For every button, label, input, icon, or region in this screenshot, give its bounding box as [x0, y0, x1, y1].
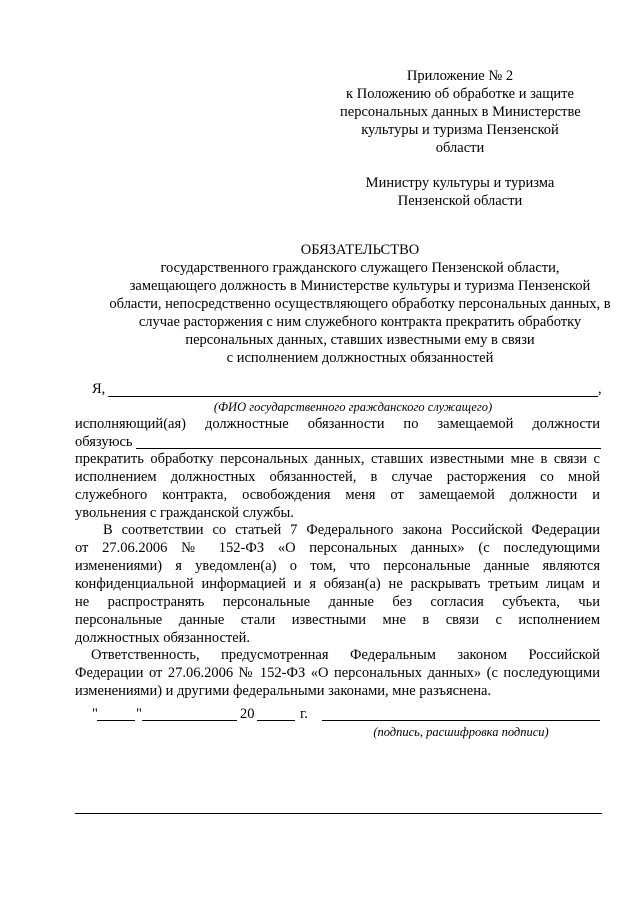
text-line: изменениями) и другими федеральными законами, мне разъяснена. — [75, 683, 492, 699]
subtitle-line: замещающего должность в Министерстве культуры и туризма Пензенской — [129, 278, 591, 294]
text-line: Ответственность, предусмотренная Федеральным законом Российской — [91, 647, 600, 663]
year-suffix: г. — [300, 706, 308, 722]
subtitle-line: случае расторжения с ним служебного контракта прекратить обработку — [138, 314, 582, 330]
fio-suffix: , — [598, 381, 602, 397]
day-field[interactable] — [97, 720, 135, 721]
fio-caption: (ФИО государственного гражданского служащего) — [213, 400, 493, 414]
document-title: ОБЯЗАТЕЛЬСТВО — [300, 242, 420, 258]
fio-prefix: Я, — [92, 381, 106, 397]
subtitle-line: области, непосредственно осуществляющего обработку персональных данных, в — [109, 296, 611, 312]
year-field[interactable] — [257, 720, 295, 721]
bottom-divider — [75, 813, 602, 814]
month-field[interactable] — [142, 720, 237, 721]
text-line: прекратить обработку персональных данных, ставших известными мне в связи с — [75, 451, 600, 467]
text-line: В соответствии со статьей 7 Федерального закона Российской Федерации — [103, 522, 600, 538]
date-quote-open: " — [92, 706, 98, 722]
text-line: исполняющий(ая) должностные обязанности по замещаемой должности — [75, 416, 600, 432]
text-line: не распространять персональные данные без согласия субъекта, чьи — [75, 594, 600, 610]
fio-field[interactable] — [108, 396, 598, 397]
text-line: от 27.06.2006 № 152-ФЗ «О персональных данных» (с последующими — [75, 540, 600, 556]
text-line: персональные данные стали известными мне в связи с исполнением — [75, 612, 600, 628]
signature-field[interactable] — [322, 720, 600, 721]
subtitle-line: государственного гражданского служащего Пензенской области, — [160, 260, 560, 276]
subtitle-line: с исполнением должностных обязанностей — [226, 350, 494, 366]
text-line: должностных обязанностей. — [75, 630, 251, 646]
appendix-line: персональных данных в Министерстве — [340, 104, 581, 120]
year-prefix: 20 — [240, 706, 255, 722]
appendix-line: Приложение № 2 — [406, 68, 514, 84]
text-line: исполнением должностных обязанностей, в случае расторжения со мной — [75, 469, 600, 485]
appendix-line: к Положению об обработке и защите — [346, 86, 574, 102]
date-quote-close: " — [136, 706, 142, 722]
position-field[interactable] — [136, 448, 601, 449]
signature-caption: (подпись, расшифровка подписи) — [373, 725, 549, 739]
appendix-line: области — [435, 140, 485, 156]
obligation-prefix: обязуюсь — [75, 434, 133, 450]
text-line: Федерации от 27.06.2006 № 152-ФЗ «О персональных данных» (с последующими — [75, 665, 600, 681]
addressee-line: Пензенской области — [397, 193, 523, 209]
text-line: конфиденциальной информацией и я обязан(а) не раскрывать третьим лицам и — [75, 576, 600, 592]
text-line: служебного контракта, освобождения меня от замещаемой должности и — [75, 487, 600, 503]
addressee-line: Министру культуры и туризма — [365, 175, 555, 191]
text-line: увольнения с гражданской службы. — [75, 505, 294, 521]
appendix-line: культуры и туризма Пензенской — [361, 122, 559, 138]
subtitle-line: персональных данных, ставших известными ему в связи — [185, 332, 535, 348]
text-line: изменениями) я уведомлен(а) о том, что персональные данные являются — [75, 558, 600, 574]
